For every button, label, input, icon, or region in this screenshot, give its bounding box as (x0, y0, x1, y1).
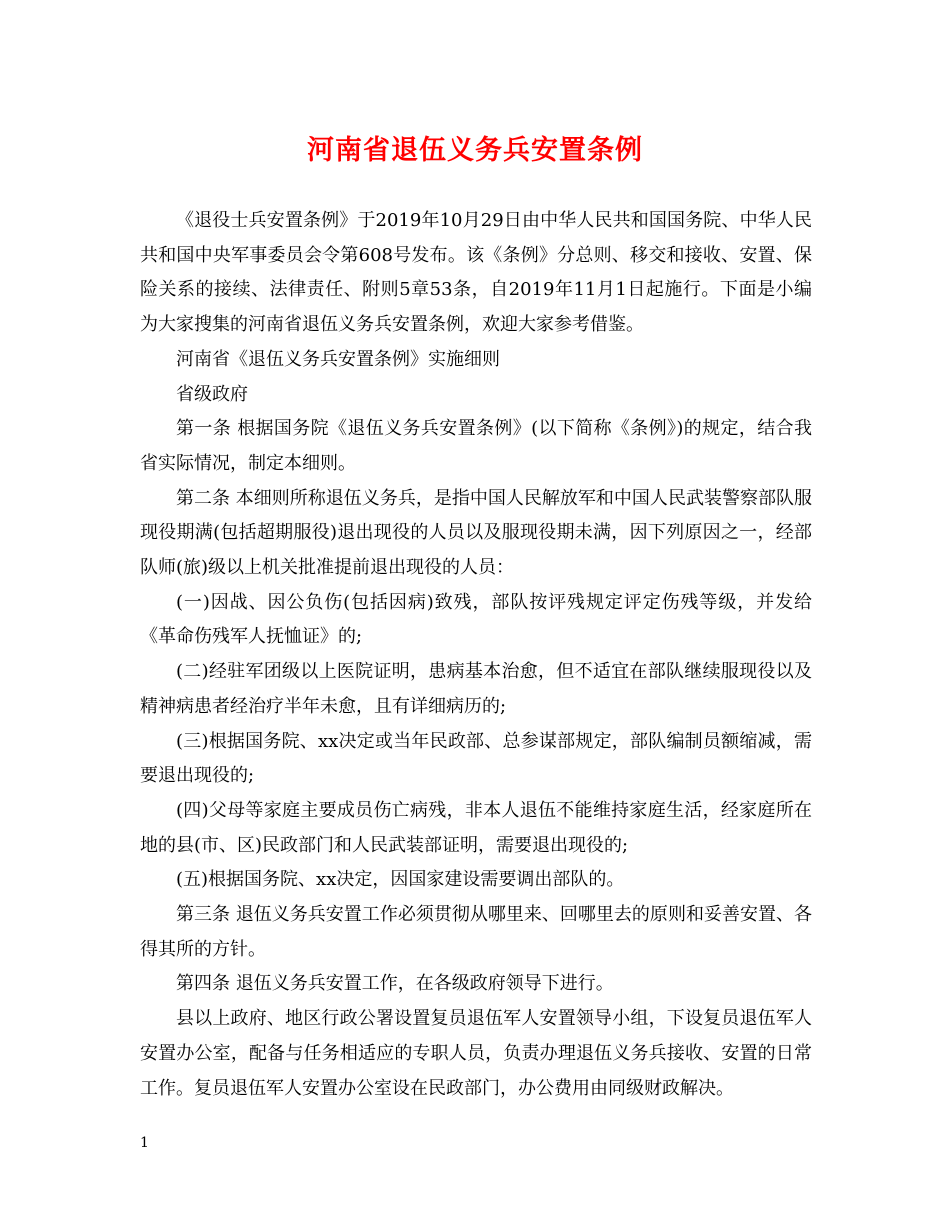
paragraph-article-3: 第三条 退伍义务兵安置工作必须贯彻从哪里来、回哪里去的原则和妥善安置、各得其所的方针。 (140, 904, 812, 960)
paragraph-item-3: (三)根据国务院、xx决定或当年民政部、总参谋部规定，部队编制员额缩减，需要退出现役的; (140, 730, 812, 787)
paragraph-item-5: (五)根据国务院、xx决定，因国家建设需要调出部队的。 (176, 869, 625, 891)
page-number: 1 (140, 1135, 149, 1151)
paragraph-level: 省级政府 (176, 383, 248, 405)
paragraph-item-2: (二)经驻军团级以上医院证明，患病基本治愈，但不适宜在部队继续服现役以及精神病患者经治疗半年未愈，且有详细病历的; (140, 661, 812, 717)
paragraph-item-4: (四)父母等家庭主要成员伤亡病残，非本人退伍不能维持家庭生活，经家庭所在地的县(市、区)民政部门和人民武装部证明，需要退出现役的; (140, 799, 812, 856)
document-body (140, 204, 812, 1106)
paragraph-office: 县以上政府、地区行政公署设置复员退伍军人安置领导小组，下设复员退伍军人安置办公室，配备与任务相适应的专职人员，负责办理退伍义务兵接收、安置的日常工作。复员退伍军人安置办公室设在民政部门，办公费用由同级财政解决。 (140, 1008, 812, 1099)
paragraph-intro: 《退役士兵安置条例》于2019年10月29日由中华人民共和国国务院、中华人民共和国中央军事委员会令第608号发布。该《条例》分总则、移交和接收、安置、保险关系的接续、法律责任、附则5章53条，自2019年11月1日起施行。下面是小编为大家搜集的河南省退伍义务兵安置条例，欢迎大家参考借鉴。 (140, 210, 812, 336)
paragraph-subtitle: 河南省《退伍义务兵安置条例》实施细则 (176, 348, 500, 370)
paragraph-item-1: (一)因战、因公负伤(包括因病)致残，部队按评残规定评定伤残等级，并发给《革命伤残军人抚恤证》的; (140, 591, 812, 648)
document-title: 河南省退伍义务兵安置条例 (307, 135, 643, 166)
paragraph-article-4: 第四条 退伍义务兵安置工作，在各级政府领导下进行。 (176, 973, 614, 995)
paragraph-article-1: 第一条 根据国务院《退伍义务兵安置条例》(以下简称《条例》)的规定，结合我省实际情况，制定本细则。 (140, 418, 812, 474)
paragraph-article-2: 第二条 本细则所称退伍义务兵，是指中国人民解放军和中国人民武装警察部队服现役期满(包括超期服役)退出现役的人员以及服现役期未满，因下列原因之一，经部队师(旅)级以上机关批准提前退出现役的人员： (140, 487, 812, 579)
